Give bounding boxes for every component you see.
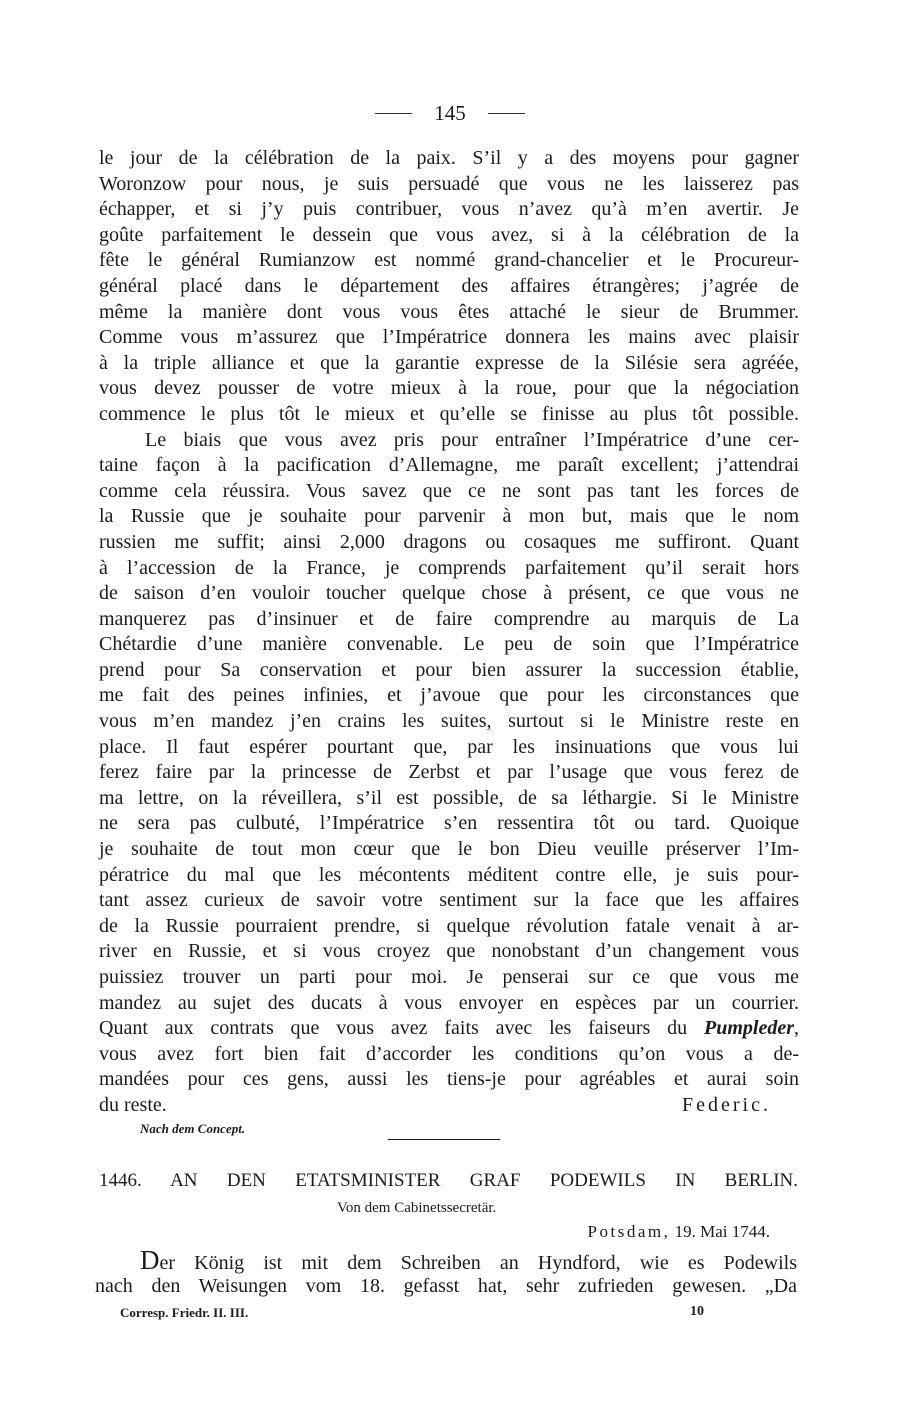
- text-line: à la triple alliance et que la garantie expresse de la Silésie sera agréée,: [99, 351, 799, 374]
- entry-number: 1446.: [99, 1170, 142, 1191]
- text-line: comme cela réussira. Vous savez que ce ne sont pas tant les forces de: [99, 479, 799, 502]
- entry-heading: [99, 1168, 798, 1193]
- text-line: Woronzow pour nous, je suis persuadé que vous ne les laisserez pas: [99, 172, 799, 195]
- text-line: manquerez pas d’insinuer et de faire comprendre au marquis de La: [99, 607, 799, 630]
- text-line: de la Russie pourraient prendre, si quelque révolution fatale venait à ar-: [99, 914, 799, 937]
- text-line: Der König ist mit dem Schreiben an Hyndford, wie es Podewils: [140, 1245, 797, 1275]
- text-line: mandez au sujet des ducats à vous envoyer en espèces par un courrier.: [99, 991, 799, 1014]
- text-line: de saison d’en vouloir toucher quelque chose à présent, ce que vous ne: [99, 582, 799, 605]
- text-line: fête le général Rumianzow est nommé grand-chancelier et le Procureur-: [99, 249, 799, 272]
- text-line: nach den Weisungen vom 18. gefasst hat, sehr zufrieden gewesen. „Da: [95, 1275, 797, 1297]
- text-line: commence le plus tôt le mieux et qu’elle se finisse au plus tôt possible.: [99, 402, 799, 425]
- text-line: je souhaite de tout mon cœur que le bon Dieu veuille préserver l’Im-: [99, 838, 799, 861]
- text-line: ma lettre, on la réveillera, s’il est possible, de sa léthargie. Si le Ministre: [99, 786, 799, 809]
- text-segment: Quant aux contrats que vous avez faits avec les faiseurs du: [99, 1017, 704, 1040]
- text-line: pératrice du mal que les mécontents méditent contre elle, je suis pour-: [99, 863, 799, 886]
- text-line: échapper, et si j’y puis contribuer, vous n’avez qu’à m’en avertir. Je: [99, 198, 799, 221]
- text-line: vous m’en mandez j’en crains les suites, surtout si le Ministre reste en: [99, 710, 799, 733]
- text-line: la Russie que je souhaite pour parvenir à mon but, mais que le nom: [99, 505, 799, 528]
- section-divider: [388, 1139, 500, 1140]
- text-line: Chétardie d’une manière convenable. Le peu de soin que l’Impératrice: [99, 633, 799, 656]
- letter-paragraph: [99, 428, 799, 1093]
- text-line: place. Il faut espérer pourtant que, par les insinuations que vous lui: [99, 735, 799, 758]
- text-line: puissiez trouver un parti pour moi. Je penserai sur ce que vous me: [99, 966, 799, 988]
- page-number-dash-right: [488, 113, 525, 114]
- text-line: river en Russie, et si vous croyez que nonobstant d’un changement vous: [99, 940, 799, 963]
- signature: Federic.: [682, 1093, 771, 1116]
- closing-line: du reste.: [99, 1093, 167, 1116]
- author-note: Von dem Cabinetssecretär.: [337, 1200, 497, 1216]
- text-line: me fait des peines infinies, et j’avoue que pour les circonstances que: [99, 684, 799, 707]
- text-line: même la manière dont vous vous êtes attaché le sieur de Brummer.: [99, 300, 799, 323]
- text-line: goûte parfaitement le dessein que vous avez, si à la célébration de la: [99, 223, 799, 246]
- text-line: ferez faire par la princesse de Zerbst et par l’usage que vous ferez de: [99, 761, 799, 784]
- source-note: Nach dem Concept.: [140, 1121, 246, 1136]
- text-line: tant assez curieux de savoir votre sentiment sur la face que les affaires: [99, 889, 799, 912]
- text-line: le jour de la célébration de la paix. S’il y a des moyens pour gagner: [99, 147, 799, 169]
- letter-text: [99, 146, 799, 1119]
- page-number: 145: [434, 101, 466, 125]
- italic-term: Pumpleder: [704, 1017, 794, 1040]
- text-line: ne sera pas culbuté, l’Impératrice s’en ressentira tôt ou tard. Quoique: [99, 812, 799, 835]
- text-line: Comme vous m’assurez que l’Impératrice donnera les mains avec plaisir: [99, 326, 799, 349]
- text-line: taine façon à la pacification d’Allemagne, me paraît excellent; j’attendrai: [99, 454, 799, 477]
- text-segment: ,: [794, 1017, 799, 1040]
- letter-paragraph: [99, 146, 799, 428]
- entry-body: [95, 1247, 797, 1299]
- date: 19. Mai 1744.: [674, 1222, 770, 1241]
- text-line: mandées pour ces gens, aussi les tiens-je pour agréables et aurai soin: [99, 1068, 799, 1091]
- text-line: vous devez pousser de votre mieux à la roue, pour que la négociation: [99, 377, 799, 400]
- place-date-line: [588, 1221, 770, 1243]
- signature-mark: Corresp. Friedr. II. III.: [120, 1305, 249, 1320]
- text-line: [99, 1016, 799, 1042]
- text-line: Le biais que vous avez pris pour entraîner l’Impératrice d’une cer-: [145, 428, 799, 451]
- text-line: russien me suffit; ainsi 2,000 dragons ou cosaques me suffiront. Quant: [99, 530, 799, 553]
- entry-title: AN DEN ETATSMINISTER GRAF PODEWILS IN BERLIN.: [170, 1170, 799, 1191]
- page-number-dash-left: [375, 113, 412, 114]
- sheet-number: 10: [690, 1304, 704, 1319]
- text-line: à l’accession de la France, je comprends parfaitement qu’il serait hors: [99, 556, 799, 579]
- text-line: général placé dans le département des affaires étrangères; j’agrée de: [99, 274, 799, 297]
- letter-paragraphs: [99, 146, 799, 1093]
- place: Potsdam,: [587, 1222, 671, 1241]
- text-line: vous avez fort bien fait d’accorder les conditions qu’on vous a de-: [99, 1042, 799, 1065]
- page-number-header: [0, 100, 900, 126]
- text-line: prend pour Sa conservation et pour bien assurer la succession établie,: [99, 658, 799, 681]
- letter-closing: [99, 1093, 799, 1119]
